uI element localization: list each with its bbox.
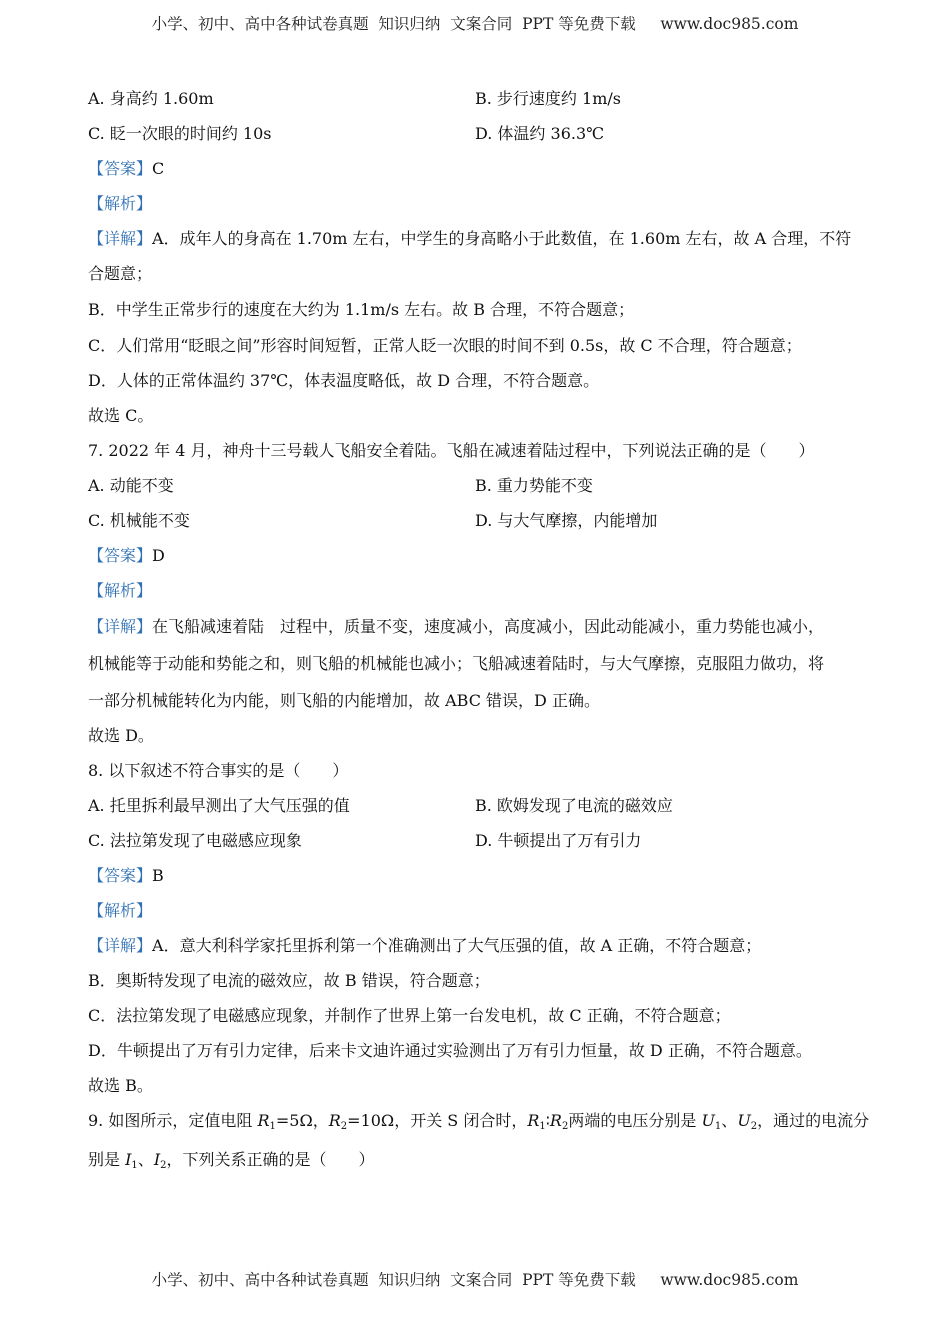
answer-tag: 【答案】 [88,159,153,178]
detail-tag: 【详解】 [88,229,153,248]
q8-analysis-tag [88,901,152,921]
q6-conclusion: 故选 C。 [88,406,154,425]
q7-conclusion: 故选 D。 [88,726,154,745]
q9-var-r: R [527,1111,540,1130]
q6-analysis-tag [88,194,152,214]
q8-option-a: A. 托里拆利最早测出了大气压强的值 [88,796,350,815]
q9-stem-line-1 [88,1111,869,1131]
q8-detail-text-1: A．意大利科学家托里拆利第一个准确测出了大气压强的值，故 A 正确，不符合题意； [152,936,762,955]
q6-detail-text-1: A．成年人的身高在 1.70m 左右，中学生的身高略小于此数值，在 1.60m 左右，故 A 合理，不符 [152,229,852,248]
q6-detail-line-2: 合题意； [88,264,153,283]
q9-text: 、 [137,1150,154,1169]
q8-answer-value: B [152,866,164,885]
page-footer: 小学、初中、高中各种试卷真题 知识归纳 文案合同 PPT 等免费下载 www.doc985.com [151,1271,799,1289]
detail-tag: 【详解】 [88,936,153,955]
q9-text: =10Ω，开关 S 闭合时， [347,1111,528,1130]
q8-answer [88,866,164,886]
q7-answer-value: D [152,546,165,565]
q7-analysis-tag [88,581,152,601]
q9-var-i: I [125,1150,132,1169]
q9-var-r: R [257,1111,270,1130]
q8-option-c: C. 法拉第发现了电磁感应现象 [88,831,302,850]
q9-sub: 1 [131,1160,138,1171]
q9-text: 9. 如图所示，定值电阻 [88,1111,258,1130]
q8-detail-line-2: B．奥斯特发现了电流的磁效应，故 B 错误，符合题意； [88,971,490,990]
q9-var-u: U [737,1111,751,1130]
q9-sub: 2 [340,1121,348,1132]
q9-sub: 1 [539,1121,546,1132]
q8-option-b: B. 欧姆发现了电流的磁效应 [475,796,673,815]
q6-option-b: B. 步行速度约 1m/s [475,89,621,108]
q7-detail-line-3: 一部分机械能转化为内能，则飞船的内能增加，故 ABC 错误，D 正确。 [88,691,600,710]
q9-text: ，通过的电流分 [757,1111,870,1130]
q6-detail-line-3: B．中学生正常步行的速度在大约为 1.1m/s 左右。故 B 合理，不符合题意； [88,300,635,319]
q9-var-r: R [549,1111,562,1130]
q6-answer [88,159,164,179]
q9-text: ，下列关系正确的是（ ） [166,1150,375,1169]
detail-tag: 【详解】 [88,617,153,636]
q9-stem-line-2 [88,1150,375,1170]
answer-tag: 【答案】 [88,866,153,885]
q8-detail-line-4: D．牛顿提出了万有引力定律，后来卡文迪许通过实验测出了万有引力恒量，故 D 正确，不符合题意。 [88,1041,812,1060]
q8-option-d: D. 牛顿提出了万有引力 [475,831,642,850]
q7-option-b: B. 重力势能不变 [475,476,593,495]
q9-text: ∶ [545,1111,550,1130]
q6-detail-line-4: C．人们常用“眨眼之间”形容时间短暂，正常人眨一次眼的时间不到 0.5s，故 C 不合理，符合题意； [88,336,802,355]
q7-detail-text-1: 在飞船减速着陆 过程中，质量不变，速度减小，高度减小，因此动能减小，重力势能也减小， [152,617,825,636]
q6-option-c: C. 眨一次眼的时间约 10s [88,124,272,143]
q9-var-u: U [701,1111,715,1130]
analysis-tag: 【解析】 [88,581,153,600]
answer-tag: 【答案】 [88,546,153,565]
q9-sub: 1 [714,1121,722,1132]
q6-detail-line-5: D．人体的正常体温约 37℃，体表温度略低，故 D 合理，不符合题意。 [88,371,600,390]
q6-option-d: D. 体温约 36.3℃ [475,124,605,143]
page-header: 小学、初中、高中各种试卷真题 知识归纳 文案合同 PPT 等免费下载 www.doc985.com [151,15,799,33]
q6-option-a: A. 身高约 1.60m [88,89,214,108]
q7-detail-line-2: 机械能等于动能和势能之和，则飞船的机械能也减小；飞船减速着陆时，与大气摩擦，克服阻力做功，将 [88,654,825,673]
q9-text: 两端的电压分别是 [568,1111,702,1130]
q9-var-r: R [328,1111,341,1130]
analysis-tag: 【解析】 [88,901,153,920]
q8-stem: 8. 以下叙述不符合事实的是（ ） [88,761,349,780]
q7-option-a: A. 动能不变 [88,476,174,495]
q9-sub: 2 [750,1121,758,1132]
q9-sub: 2 [160,1160,167,1171]
q8-detail-line-3: C．法拉第发现了电磁感应现象，并制作了世界上第一台发电机，故 C 正确，不符合题意； [88,1006,731,1025]
q9-text: 、 [721,1111,738,1130]
q9-text: 别是 [88,1150,126,1169]
q8-conclusion: 故选 B。 [88,1076,153,1095]
q9-text: =5Ω， [275,1111,329,1130]
q7-stem: 7. 2022 年 4 月，神舟十三号载人飞船安全着陆。飞船在减速着陆过程中，下列说法正确的是（ ） [88,441,815,460]
q9-sub: 1 [269,1121,276,1132]
analysis-tag: 【解析】 [88,194,153,213]
q6-answer-value: C [152,159,165,178]
q7-answer [88,546,165,566]
q6-detail-line-1 [88,229,851,249]
q9-var-i: I [153,1150,161,1169]
q7-option-c: C. 机械能不变 [88,511,190,530]
q7-option-d: D. 与大气摩擦，内能增加 [475,511,658,530]
q8-detail-line-1 [88,936,761,956]
q9-sub: 2 [561,1121,569,1132]
q7-detail-line-1 [88,617,824,637]
